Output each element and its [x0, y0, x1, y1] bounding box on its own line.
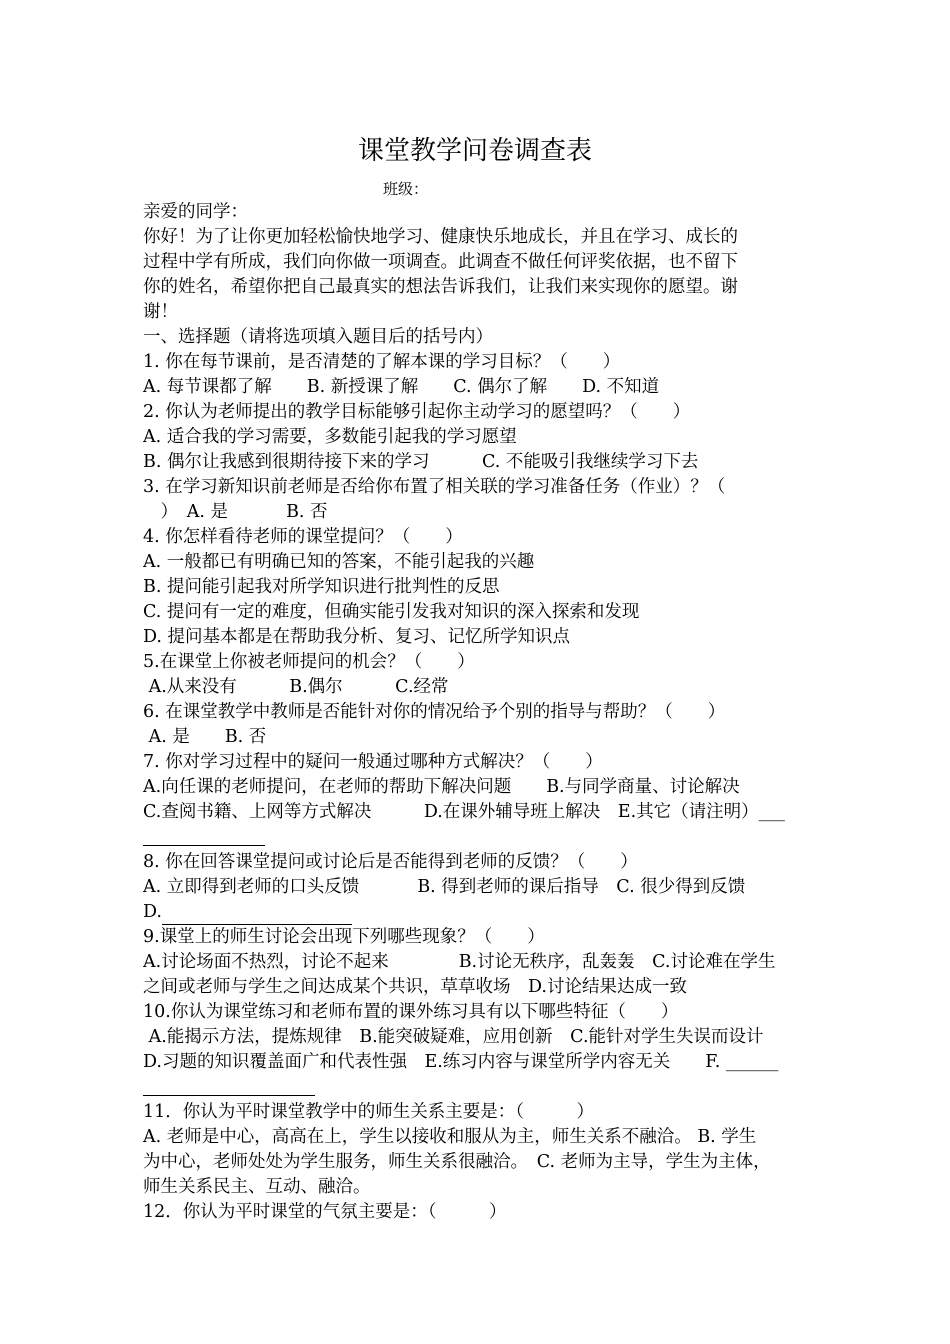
question-7-options-cde: C.查阅书籍、上网等方式解决 D.在课外辅导班上解决 E.其它（请注明）___	[143, 802, 785, 822]
class-label: 班级：	[383, 180, 429, 198]
question-1: 1. 你在每节课前，是否清楚的了解本课的学习目标？（ ）	[143, 352, 621, 372]
question-1-options: A. 每节课都了解 B. 新授课了解 C. 偶尔了解 D. 不知道	[143, 377, 660, 397]
question-12: 12．你认为平时课堂的气氛主要是：（ ）	[143, 1202, 507, 1222]
question-11-option-c-cont: 师生关系民主、互动、融洽。	[143, 1177, 371, 1197]
section-heading: 一、选择题（请将选项填入题目后的括号内）	[143, 327, 493, 347]
question-5-options: A.从来没有 B.偶尔 C.经常	[143, 677, 449, 697]
intro-line-1: 你好！为了让你更加轻松愉快地学习、健康快乐地成长，并且在学习、成长的	[143, 227, 738, 247]
question-8-blank[interactable]	[162, 906, 352, 925]
question-2-option-a: A. 适合我的学习需要，多数能引起我的学习愿望	[143, 427, 517, 447]
question-3-options: ） A. 是 B. 否	[143, 502, 328, 522]
question-6-options: A. 是 B. 否	[143, 727, 267, 747]
question-2: 2. 你认为老师提出的教学目标能够引起你主动学习的愿望吗？（ ）	[143, 402, 691, 422]
question-7-blank[interactable]	[143, 825, 811, 850]
question-8: 8. 你在回答课堂提问或讨论后是否能得到老师的反馈？（ ）	[143, 852, 638, 872]
question-2-option-bc: B. 偶尔让我感到很期待接下来的学习 C. 不能吸引我继续学习下去	[143, 452, 699, 472]
question-4-option-a: A. 一般都已有明确已知的答案，不能引起我的兴趣	[143, 552, 535, 572]
question-8-option-d	[143, 900, 811, 925]
question-7-options-ab: A.向任课的老师提问，在老师的帮助下解决问题 B.与同学商量、讨论解决	[143, 777, 740, 797]
question-10-options-def: D.习题的知识覆盖面广和代表性强 E.练习内容与课堂所学内容无关 F. ______	[143, 1052, 779, 1072]
question-11: 11．你认为平时课堂教学中的师生关系主要是：（ ）	[143, 1102, 595, 1122]
question-5: 5.在课堂上你被老师提问的机会？（ ）	[143, 652, 475, 672]
page-title: 课堂教学问卷调查表	[357, 136, 592, 166]
survey-body	[143, 200, 811, 1225]
question-7: 7. 你对学习过程中的疑问一般通过哪种方式解决？（ ）	[143, 752, 603, 772]
question-3: 3. 在学习新知识前老师是否给你布置了相关联的学习准备任务（作业）？（	[143, 477, 726, 497]
question-6: 6. 在课堂教学中教师是否能针对你的情况给予个别的指导与帮助？（ ）	[143, 702, 726, 722]
question-8-option-d-label: D.	[143, 902, 162, 922]
question-4: 4. 你怎样看待老师的课堂提问？（ ）	[143, 527, 463, 547]
question-10-blank[interactable]	[143, 1075, 811, 1100]
greeting: 亲爱的同学：	[143, 202, 248, 222]
intro-line-4: 谢！	[143, 302, 178, 322]
question-10-options-abc: A.能揭示方法，提炼规律 B.能突破疑难，应用创新 C.能针对学生失误而设计	[143, 1027, 764, 1047]
question-8-options: A. 立即得到老师的口头反馈 B. 得到老师的课后指导 C. 很少得到反馈	[143, 877, 746, 897]
intro-line-2: 过程中学有所成，我们向你做一项调查。此调查不做任何评奖依据，也不留下	[143, 252, 738, 272]
question-11-option-bc: 为中心，老师处处为学生服务，师生关系很融洽。 C. 老师为主导，学生为主体，	[143, 1152, 771, 1172]
question-9-options-abc: A.讨论场面不热烈，讨论不起来 B.讨论无秩序，乱轰轰 C.讨论难在学生	[143, 952, 776, 972]
question-9-options-cd: 之间或老师与学生之间达成某个共识，草草收场 D.讨论结果达成一致	[143, 977, 687, 997]
question-4-option-c: C. 提问有一定的难度，但确实能引发我对知识的深入探索和发现	[143, 602, 640, 622]
question-4-option-d: D. 提问基本都是在帮助我分析、复习、记忆所学知识点	[143, 627, 571, 647]
intro-line-3: 你的姓名，希望你把自己最真实的想法告诉我们，让我们来实现你的愿望。谢	[143, 277, 738, 297]
question-10: 10.你认为课堂练习和老师布置的课外练习具有以下哪些特征（ ）	[143, 1002, 679, 1022]
question-11-option-ab: A. 老师是中心，高高在上，学生以接收和服从为主，师生关系不融洽。 B. 学生	[143, 1127, 757, 1147]
question-9: 9.课堂上的师生讨论会出现下列哪些现象？（ ）	[143, 927, 545, 947]
question-4-option-b: B. 提问能引起我对所学知识进行批判性的反思	[143, 577, 500, 597]
